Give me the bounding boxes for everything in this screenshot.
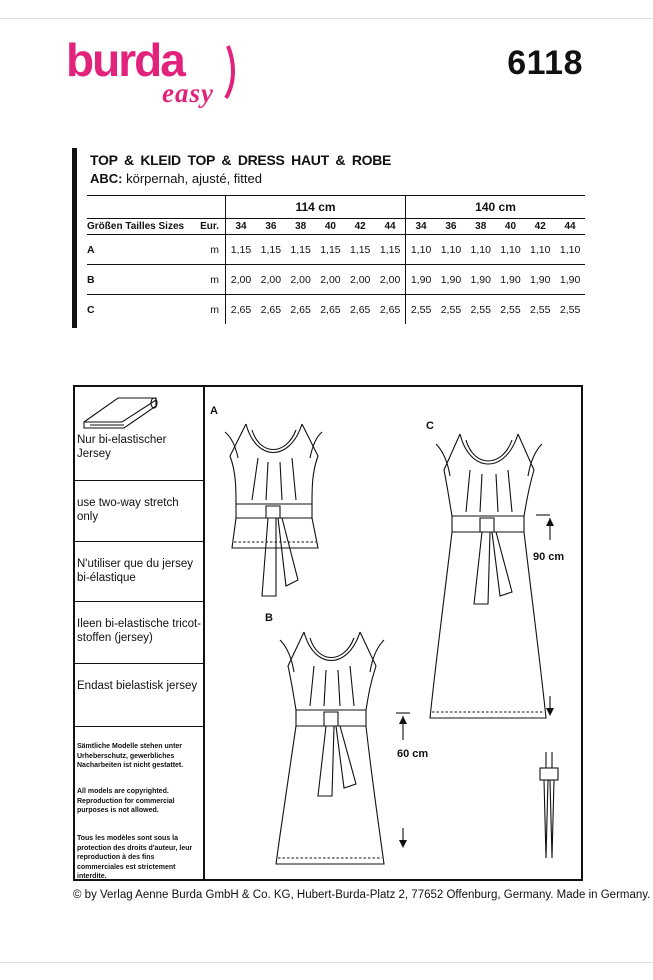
bottom-rule [0, 962, 653, 963]
dress-b-drawing [276, 632, 384, 864]
view-label-a: A [210, 405, 218, 417]
legal-fr: Tous les modèles sont sous la protection des droits d'auteur, leur reproduction à des fins commerciales est strictement interdite. [77, 835, 193, 880]
length-b: 60 cm [397, 748, 429, 760]
svg-text:easy: easy [162, 78, 214, 108]
view-label-b: B [265, 612, 273, 624]
table-row: B m 2,00 2,00 2,00 2,00 2,00 2,00 1,90 1,90 1,90 1,90 1,90 1,90 [87, 265, 585, 295]
svg-text:burda: burda [66, 36, 184, 86]
length-marker-c [536, 515, 554, 716]
width-header-114: 114 cm [226, 196, 406, 219]
size-label: Größen Tailles Sizes [87, 219, 195, 235]
table-size-header: Größen Tailles Sizes Eur. 34 36 38 40 42 44 34 36 38 40 42 44 [87, 219, 585, 235]
view-label-c: C [426, 420, 434, 432]
width-header-140: 140 cm [406, 196, 585, 219]
length-c: 90 cm [533, 551, 565, 563]
table-row: A m 1,15 1,15 1,15 1,15 1,15 1,15 1,10 1,10 1,10 1,10 1,10 1,10 [87, 235, 585, 265]
fabric-note-nl: Ileen bi-elastische tricot-stoffen (jersey) [77, 618, 201, 644]
length-marker-b [396, 713, 410, 848]
table-row: C m 2,65 2,65 2,65 2,65 2,65 2,65 2,55 2,55 2,55 2,55 2,55 2,55 [87, 295, 585, 325]
legal-en: All models are copyrighted. Reproduction for commercial purposes is not allowed. [77, 788, 175, 814]
fabric-note-de: Nur bi-elastischer Jersey [77, 434, 167, 460]
fabric-note-fr: N'utiliser que du jersey bi-élastique [77, 558, 193, 584]
pattern-number: 6118 [507, 44, 583, 82]
fit-description: ABC: körpernah, ajusté, fitted [90, 171, 262, 186]
dress-c-drawing [430, 434, 546, 718]
copyright-notice: © by Verlag Aenne Burda GmbH & Co. KG, Hubert-Burda-Platz 2, 77652 Offenburg, Germany. Made in Germany. [73, 889, 651, 901]
top-a-drawing [225, 424, 322, 596]
fabric-note-sv: Endast bielastisk jersey [77, 680, 198, 692]
legal-de: Sämtliche Modelle stehen unter Urheberschutz, gewerbliches Nacharbeiten ist nicht gestattet. [77, 743, 184, 769]
unit-header: Eur. [195, 219, 226, 235]
pattern-title: TOP & KLEID TOP & DRESS HAUT & ROBE [90, 152, 392, 168]
twin-needle-icon [540, 752, 558, 858]
fabric-note-en: use two-way stretch only [77, 497, 179, 523]
